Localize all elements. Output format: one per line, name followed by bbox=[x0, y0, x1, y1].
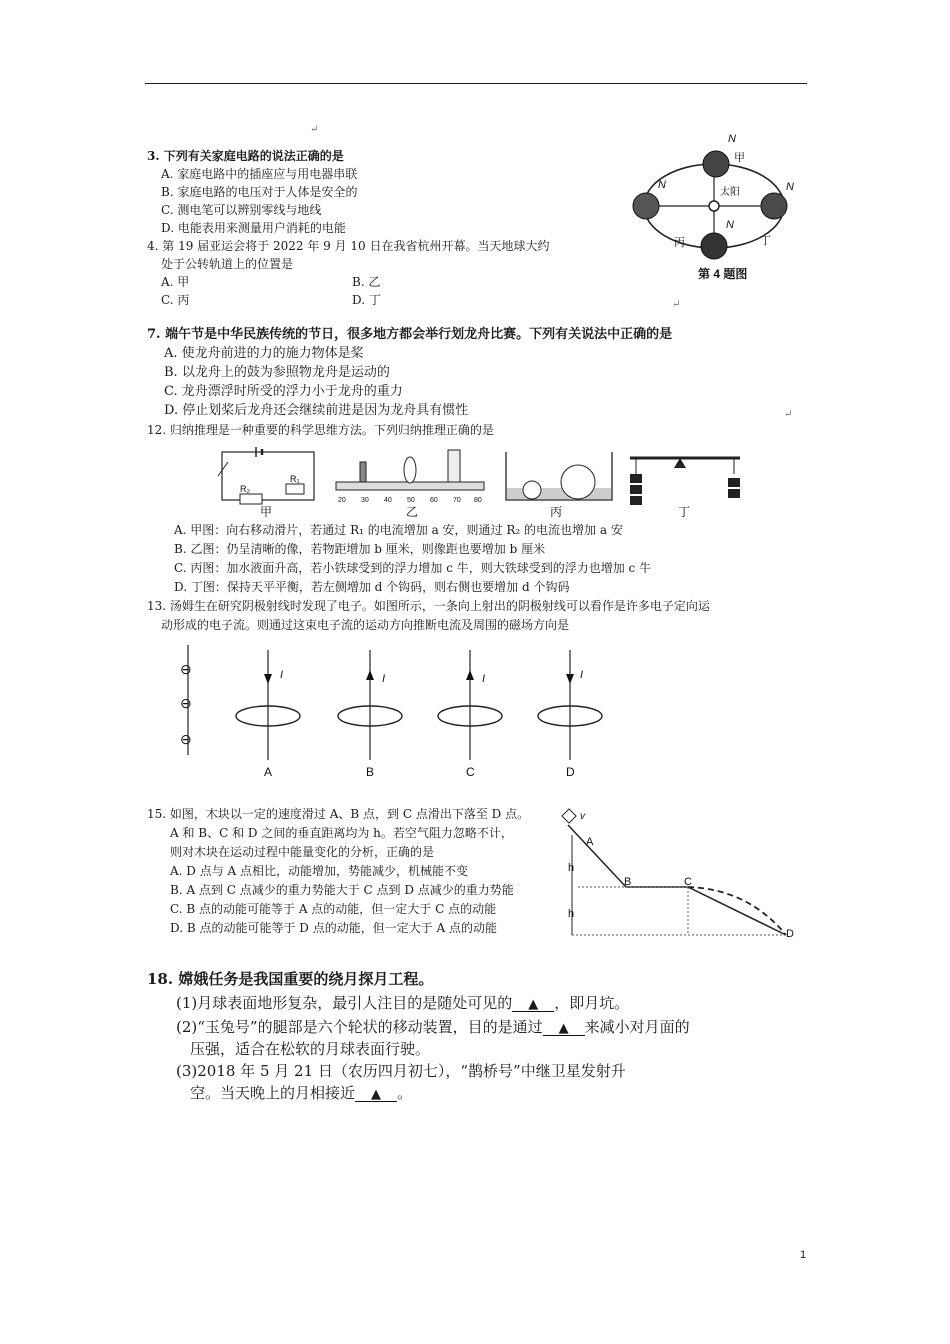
header-rule bbox=[145, 83, 807, 84]
choice-d-label: D bbox=[566, 765, 575, 779]
q15-option-b: B. A 点到 C 点减少的重力势能大于 C 点到 D 点减少的重力势能 bbox=[170, 883, 514, 897]
earth-bottom bbox=[701, 233, 727, 259]
point-d: D bbox=[786, 928, 794, 940]
q18-blank-3[interactable]: ▲ bbox=[355, 1088, 397, 1102]
choice-a-diagram bbox=[236, 650, 300, 779]
north-label-4: N bbox=[726, 219, 734, 231]
q15-option-c: C. B 点的动能可能等于 A 点的动能，但一定大于 C 点的动能 bbox=[170, 902, 497, 916]
q18-part3-text-c: 。 bbox=[397, 1084, 413, 1102]
current-c: I bbox=[482, 673, 486, 685]
ruler-70: 70 bbox=[453, 497, 461, 504]
q18-blank-1[interactable]: ▲ bbox=[512, 998, 554, 1012]
q12-stem: 12. 归纳推理是一种重要的科学思维方法。下列归纳推理正确的是 bbox=[147, 423, 494, 437]
page-number: 1 bbox=[800, 1249, 807, 1261]
q12-option-d: D. 丁图：保持天平平衡，若左侧增加 d 个钩码，则右侧也要增加 d 个钩码 bbox=[174, 580, 570, 594]
electron-3: ⊖ bbox=[180, 731, 192, 747]
electron-beam bbox=[180, 645, 192, 755]
current-b: I bbox=[382, 673, 386, 685]
ruler-20: 20 bbox=[338, 497, 346, 504]
q3-option-b: B. 家庭电路的电压对于人体是安全的 bbox=[161, 185, 358, 199]
point-c: C bbox=[684, 876, 692, 888]
north-label-3: N bbox=[786, 181, 794, 193]
q12-option-a: A. 甲图：向右移动滑片，若通过 R₁ 的电流增加 a 安，则通过 R₂ 的电流也增加 a 安 bbox=[174, 523, 623, 537]
q18-part2-text-a: (2)“玉兔号”的腿部是六个轮状的移动装置，目的是通过 bbox=[176, 1018, 543, 1036]
q12-option-c: C. 丙图：加水液面升高，若小铁球受到的浮力增加 c 牛，则大铁球受到的浮力也增加 c 牛 bbox=[174, 561, 652, 575]
q3-option-d: D. 电能表用来测量用户消耗的电能 bbox=[161, 221, 346, 235]
electron-2: ⊖ bbox=[180, 695, 192, 711]
q13-stem-line1: 13. 汤姆生在研究阴极射线时发现了电子。如图所示，一条向上射出的阴极射线可以看作是许多电子定向运 bbox=[147, 599, 710, 613]
q4-option-b: B. 乙 bbox=[352, 275, 381, 289]
q15-option-a: A. D 点与 A 点相比，动能增加，势能减少，机械能不变 bbox=[170, 864, 469, 878]
q15-option-d: D. B 点的动能可能等于 D 点的动能，但一定大于 A 点的动能 bbox=[170, 921, 498, 935]
return-mark-2: ↵ bbox=[672, 299, 681, 310]
q3-option-c: C. 测电笔可以辨别零线与地线 bbox=[161, 203, 322, 217]
point-a: A bbox=[586, 836, 594, 848]
q12-figures bbox=[210, 444, 750, 520]
ruler-30: 30 bbox=[361, 497, 369, 504]
height-h-1: h bbox=[568, 862, 575, 874]
velocity-v: v bbox=[580, 811, 585, 822]
q4-option-c: C. 丙 bbox=[161, 293, 190, 307]
current-d: I bbox=[580, 669, 584, 681]
q4-orbit-figure bbox=[628, 128, 808, 288]
figure-jia-circuit bbox=[218, 447, 314, 519]
q4-stem-line1: 4. 第 19 届亚运会将于 2022 年 9 月 10 日在我省杭州开幕。当天地球大约 bbox=[147, 239, 550, 253]
q18-part2 bbox=[176, 1020, 690, 1036]
q18-part3-text-b: 空。当天晚上的月相接近 bbox=[190, 1084, 356, 1102]
label-yi: 乙 bbox=[406, 505, 419, 519]
q7-stem: 7. 端午节是中华民族传统的节日，很多地方都会举行划龙舟比赛。下列有关说法中正确的是 bbox=[147, 327, 673, 342]
label-jia: 甲 bbox=[260, 505, 273, 519]
q13-stem-line2: 动形成的电子流。则通过这束电子流的运动方向推断电流及周围的磁场方向是 bbox=[161, 618, 570, 632]
q12-option-b: B. 乙图：仍呈清晰的像，若物距增加 b 厘米，则像距也要增加 b 厘米 bbox=[174, 542, 546, 556]
choice-b-diagram bbox=[338, 650, 402, 779]
q15-figure bbox=[558, 805, 806, 945]
q18-part1-text-a: (1)月球表面地形复杂，最引人注目的是随处可见的 bbox=[176, 994, 513, 1012]
resistor-r1: R₁ bbox=[290, 474, 300, 484]
q15-stem-line1: 15. 如图，木块以一定的速度滑过 A、B 点，到 C 点滑出下落至 D 点。 bbox=[147, 807, 530, 821]
pos-jia: 甲 bbox=[734, 152, 745, 164]
q15-stem-line2: A 和 B、C 和 D 之间的垂直距离均为 h。若空气阻力忽略不计， bbox=[170, 826, 513, 840]
ruler-50: 50 bbox=[407, 497, 415, 504]
choice-b-label: B bbox=[366, 765, 375, 779]
q18-blank-2[interactable]: ▲ bbox=[543, 1022, 585, 1036]
earth-bing-left bbox=[633, 193, 659, 219]
ruler-80: 80 bbox=[474, 497, 482, 504]
earth-right bbox=[761, 193, 787, 219]
figure-bing-container bbox=[506, 452, 612, 519]
ruler-60: 60 bbox=[430, 497, 438, 504]
q18-part2-text-c: 压强，适合在松软的月球表面行驶。 bbox=[190, 1040, 431, 1058]
point-b: B bbox=[624, 876, 632, 888]
resistor-r2: R₂ bbox=[240, 484, 250, 494]
q4-stem-line2: 处于公转轨道上的位置是 bbox=[161, 257, 294, 271]
q3-stem: 3. 下列有关家庭电路的说法正确的是 bbox=[147, 149, 344, 163]
choice-d-diagram bbox=[538, 650, 602, 779]
q13-figures bbox=[170, 640, 610, 785]
figure-yi-bench bbox=[336, 450, 484, 519]
choice-c-label: C bbox=[466, 765, 475, 779]
q4-option-a: A. 甲 bbox=[161, 275, 190, 289]
sun-label: 太阳 bbox=[720, 187, 740, 198]
q18-part3-text-a: (3)2018 年 5 月 21 日（农历四月初七），“鹊桥号”中继卫星发射升 bbox=[176, 1062, 626, 1080]
sun bbox=[709, 201, 719, 211]
north-label-2: N bbox=[658, 179, 666, 191]
label-bing: 丙 bbox=[550, 505, 563, 519]
q15-stem-line3: 则对木块在运动过程中能量变化的分析，正确的是 bbox=[170, 845, 435, 859]
return-mark: ↵ bbox=[310, 124, 319, 135]
pos-bing: 丙 bbox=[674, 237, 685, 249]
q18-part1-text-b: ，即月坑。 bbox=[554, 994, 630, 1012]
choice-a-label: A bbox=[264, 765, 273, 779]
q18-part1 bbox=[176, 996, 629, 1012]
q7-option-d: D. 停止划桨后龙舟还会继续前进是因为龙舟具有惯性 bbox=[164, 403, 469, 418]
q3-option-a: A. 家庭电路中的插座应与用电器串联 bbox=[161, 167, 358, 181]
q4-option-d: D. 丁 bbox=[352, 293, 381, 307]
north-label-1: N bbox=[728, 133, 736, 145]
height-h-2: h bbox=[568, 908, 575, 920]
electron-1: ⊖ bbox=[180, 661, 192, 677]
return-mark-3: ↵ bbox=[784, 409, 793, 420]
q7-option-a: A. 使龙舟前进的力的施力物体是桨 bbox=[164, 346, 364, 361]
q18-part3 bbox=[190, 1086, 412, 1102]
earth-jia bbox=[703, 151, 729, 177]
figure-ding-balance bbox=[630, 458, 740, 519]
q7-option-b: B. 以龙舟上的鼓为参照物龙舟是运动的 bbox=[164, 365, 390, 380]
pos-ding: 丁 bbox=[760, 235, 771, 247]
label-ding: 丁 bbox=[678, 505, 691, 519]
current-a: I bbox=[280, 669, 284, 681]
q18-part2-text-b: 来减小对月面的 bbox=[584, 1018, 690, 1036]
q7-option-c: C. 龙舟漂浮时所受的浮力小于龙舟的重力 bbox=[164, 384, 403, 399]
choice-c-diagram bbox=[438, 650, 502, 779]
q4-caption: 第 4 题图 bbox=[698, 267, 748, 281]
ruler-40: 40 bbox=[384, 497, 392, 504]
q18-stem: 18. 嫦娥任务是我国重要的绕月探月工程。 bbox=[147, 970, 434, 988]
